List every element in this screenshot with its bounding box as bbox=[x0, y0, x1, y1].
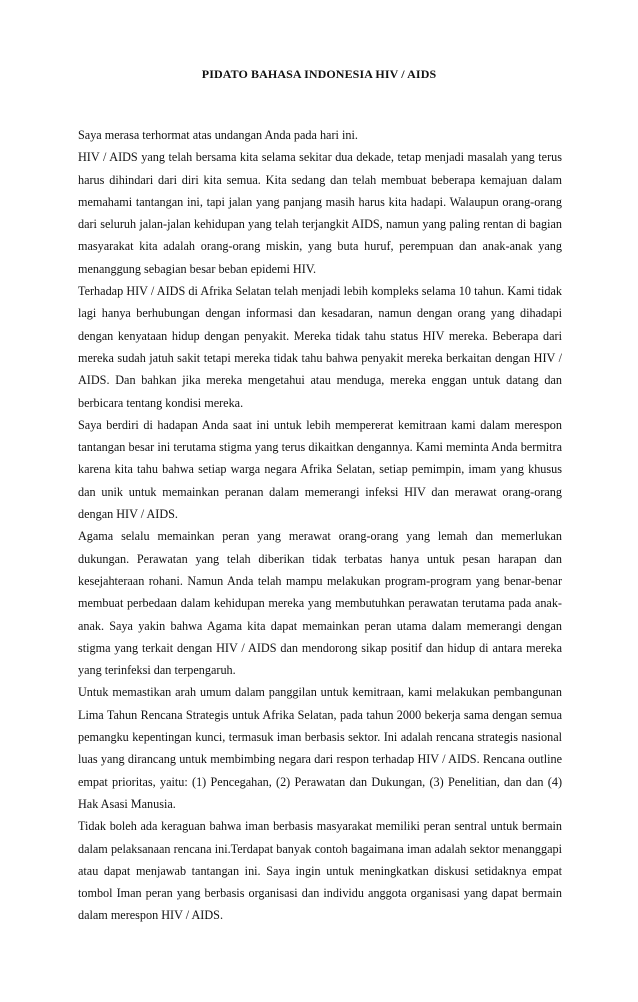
paragraph-faith-role: Tidak boleh ada keraguan bahwa iman berbasis masyarakat memiliki peran sentral untuk bermain dalam pelaksanaan rencana ini.Terdapat banyak contoh bagaimana iman adalah sektor menanggapi atau dapat menjawab tantangan ini. Saya ingin untuk meningkatkan diskusi setidaknya empat tombol Iman peran yang berbasis organisasi dan individu anggota organisasi yang dapat bermain dalam merespon HIV / AIDS. bbox=[78, 819, 562, 923]
paragraph-partnership: Saya berdiri di hadapan Anda saat ini untuk lebih mempererat kemitraan kami dalam merespon tantangan besar ini terutama stigma yang terus dikaitkan dengannya. Kami meminta Anda bermitra karena kita tahu bahwa setiap warga negara Afrika Selatan, setiap pemimpin, imam yang khusus dan unik untuk memainkan peranan dalam memerangi infeksi HIV dan merawat orang-orang dengan HIV / AIDS. bbox=[78, 417, 562, 522]
paragraph-greeting: Saya merasa terhormat atas undangan Anda pada hari ini. bbox=[78, 128, 358, 142]
document-body bbox=[78, 124, 562, 927]
paragraph-strategic-plan: Untuk memastikan arah umum dalam panggilan untuk kemitraan, kami melakukan pembangunan Lima Tahun Rencana Strategis untuk Afrika Selatan, pada tahun 2000 bekerja sama dengan semua pemangku kepentingan kunci, termasuk iman berbasis sektor. Ini adalah rencana strategis nasional luas yang dirancang untuk membimbing negara dari respon terhadap HIV / AIDS. Rencana outline empat prioritas, yaitu: (1) Pencegahan, (2) Perawatan dan Dukungan, (3) Penelitian, dan dan (4) Hak Asasi Manusia. bbox=[78, 685, 562, 811]
paragraph-hiv-intro: HIV / AIDS yang telah bersama kita selama sekitar dua dekade, tetap menjadi masalah yang terus harus dihindari dari diri kita semua. Kita sedang dan telah membuat beberapa kemajuan dalam memahami tantangan ini, tapi jalan yang panjang masih harus kita hadapi. Walaupun orang-orang dari seluruh jalan-jalan kehidupan yang telah terjangkit AIDS, namun yang paling rentan di bagian masyarakat kita adalah orang-orang miskin, yang buta huruf, perempuan dan anak-anak yang menanggung sebagian besar beban epidemi HIV. bbox=[78, 150, 562, 276]
paragraph-religion: Agama selalu memainkan peran yang merawat orang-orang yang lemah dan memerlukan dukungan. Perawatan yang telah diberikan tidak terbatas hanya untuk pesan harapan dan kesejahteraan rohani. Namun Anda telah mampu melakukan program-program yang benar-benar membuat perbedaan dalam kehidupan mereka yang membutuhkan perawatan terutama pada anak-anak. Saya yakin bahwa Agama kita dapat memainkan peran utama dalam memerangi dengan stigma yang terkait dengan HIV / AIDS dan mendorong sikap positif dan hidup di antara mereka yang terinfeksi dan terpengaruh. bbox=[78, 529, 562, 678]
paragraph-south-africa: Terhadap HIV / AIDS di Afrika Selatan telah menjadi lebih kompleks selama 10 tahun. Kami tidak lagi hanya berhubungan dengan informasi dan kesadaran, namun dengan orang yang dihadapi dengan kenyataan hidup dengan penyakit. Mereka tidak tahu status HIV mereka. Beberapa dari mereka sudah jatuh sakit tetapi mereka tidak tahu bahwa penyakit mereka berkaitan dengan HIV / AIDS. Dan bahkan jika mereka mengetahui atau menduga, mereka enggan untuk datang dan berbicara tentang kondisi mereka. bbox=[78, 284, 562, 410]
document-title: PIDATO BAHASA INDONESIA HIV / AIDS bbox=[201, 67, 437, 81]
